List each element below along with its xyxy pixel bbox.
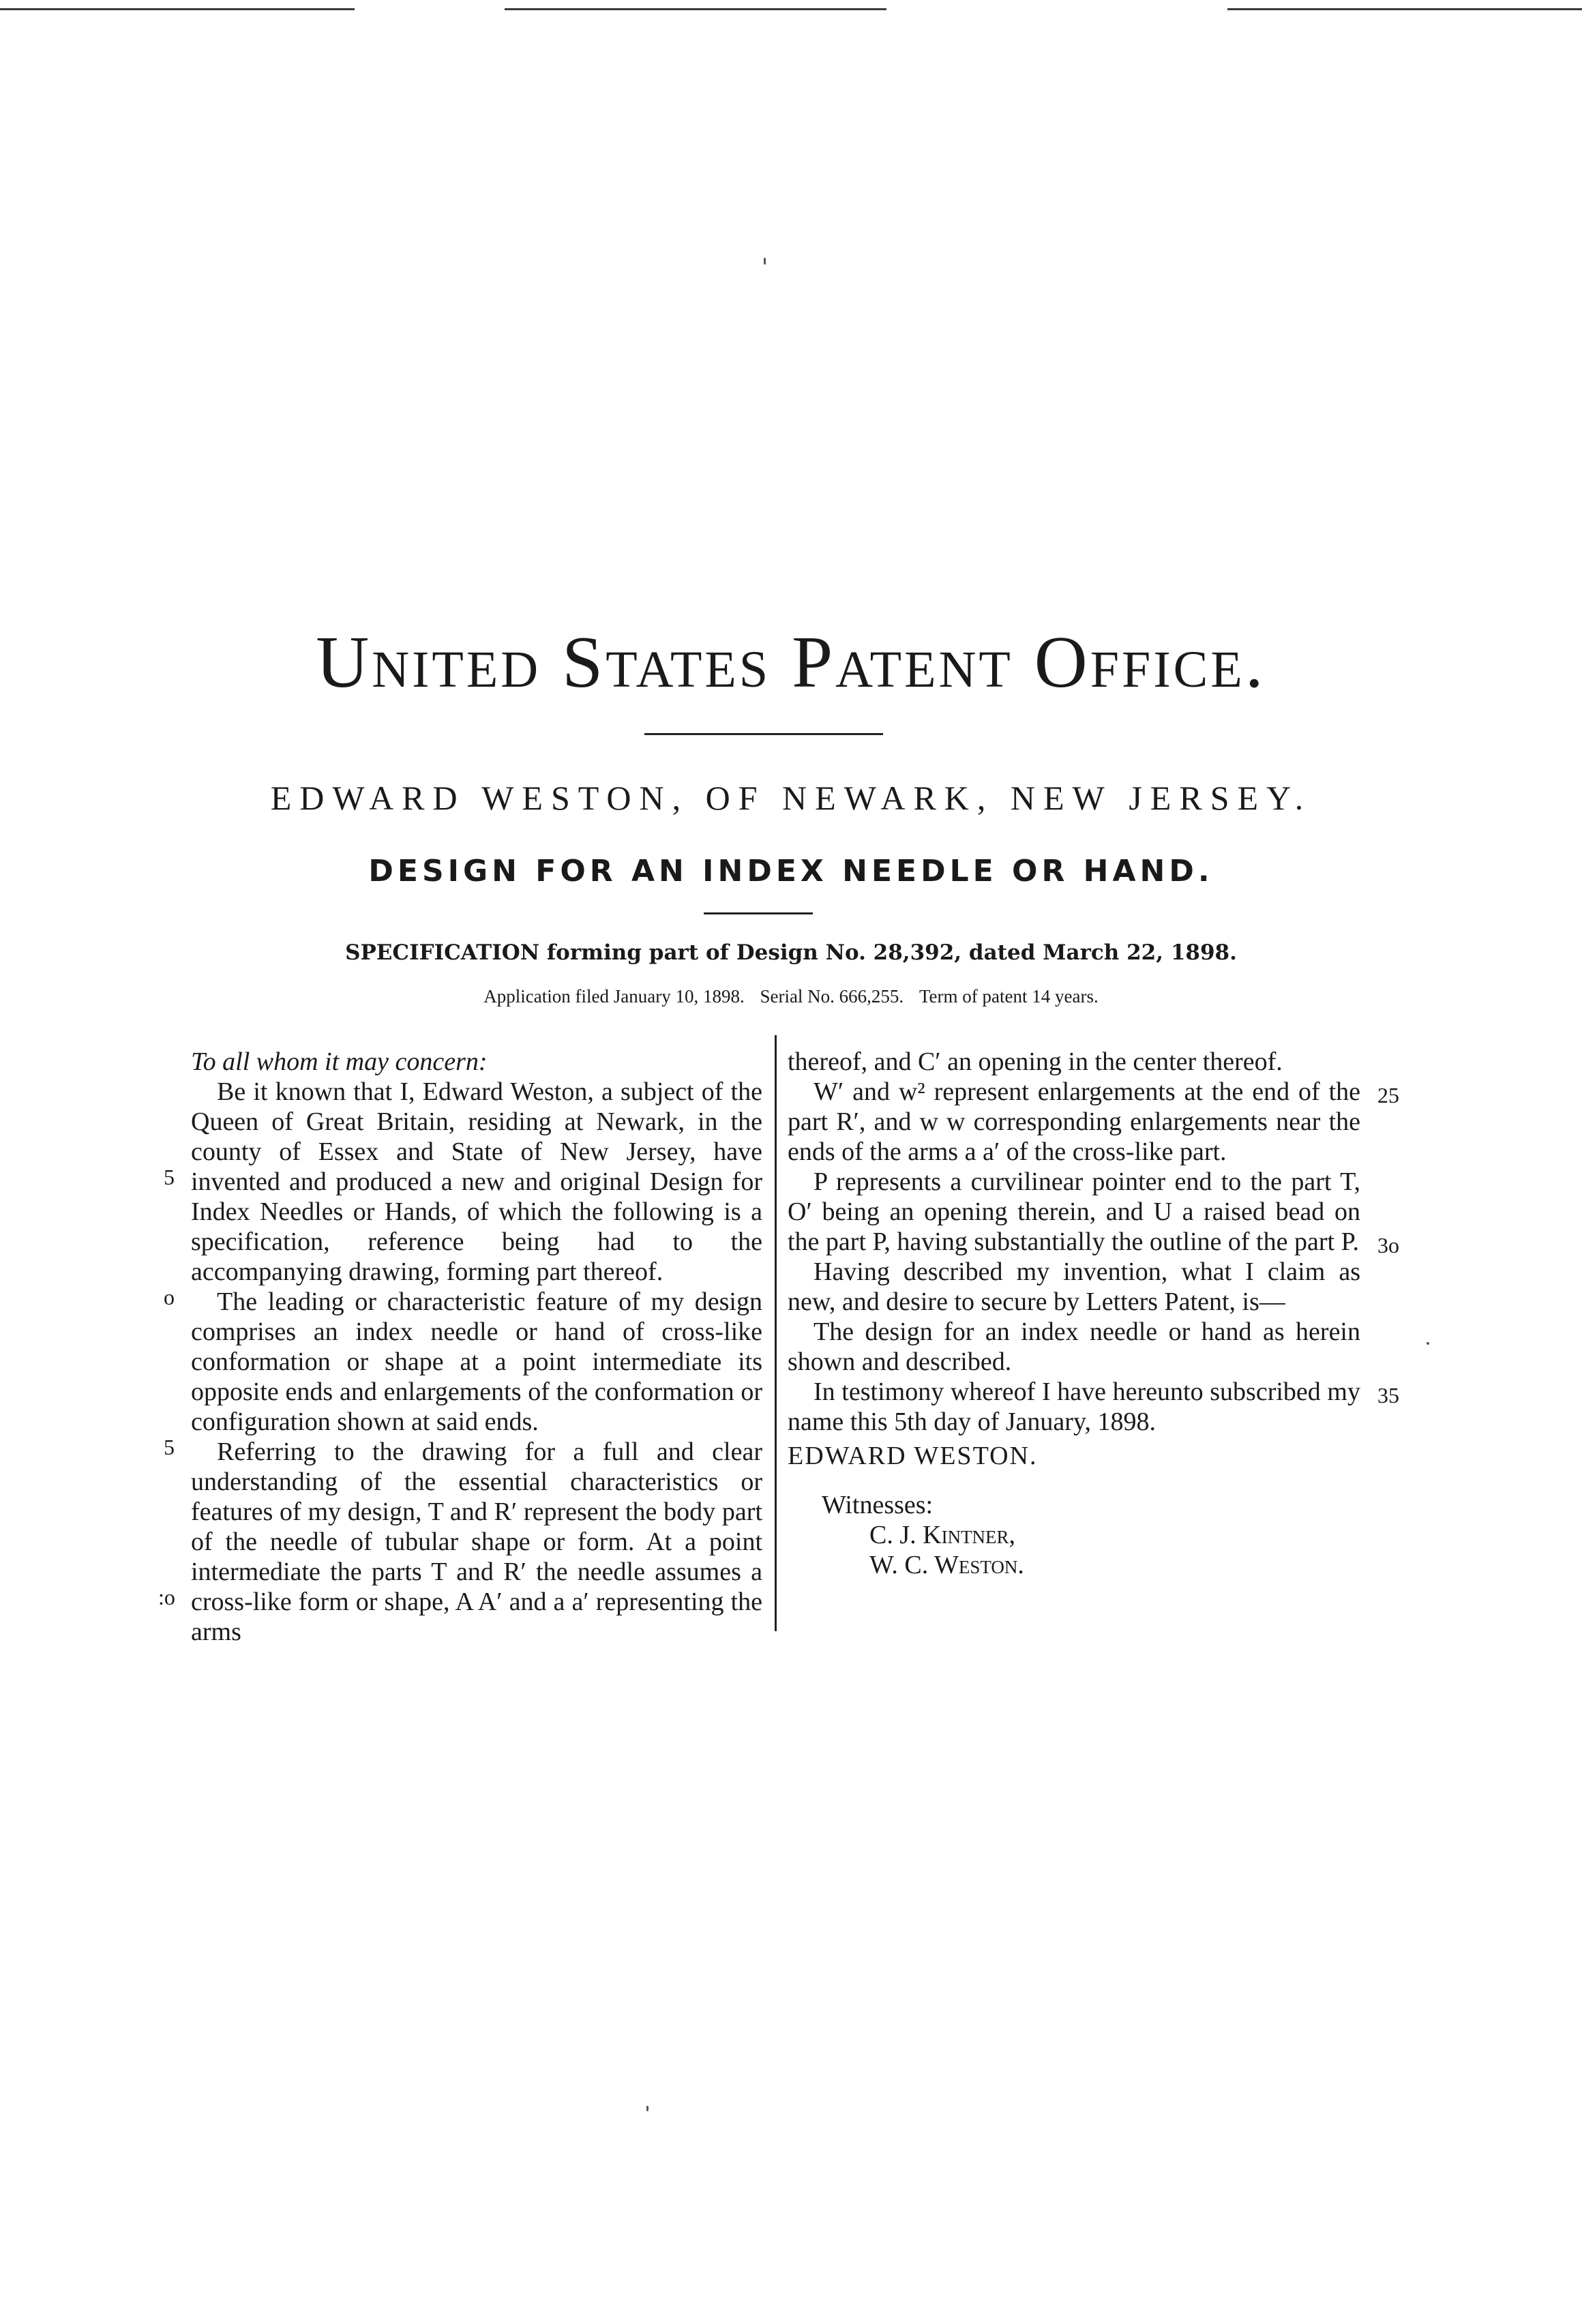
scan-edge-rule: [1227, 8, 1582, 10]
signature: EDWARD WESTON.: [788, 1442, 1038, 1470]
scan-edge-rule: [0, 8, 355, 10]
testimony: In testimony whereof I have hereunto subscribed my name this 5th day of January, 1898.: [788, 1377, 1360, 1436]
patent-term: Term of patent 14 years.: [919, 986, 1099, 1007]
application-line: [0, 987, 1582, 1006]
line-number: 25: [1377, 1083, 1399, 1107]
paragraph: Having described my invention, what I claim as new, and desire to secure by Letters Patent, is—: [788, 1257, 1360, 1316]
line-number: 3o: [1377, 1233, 1399, 1257]
line-number: 5: [164, 1165, 175, 1189]
witness-name: C. J. Kintner,: [869, 1521, 1016, 1549]
paragraph: thereof, and C′ an opening in the center thereof.: [788, 1047, 1283, 1076]
line-number: 35: [1377, 1383, 1399, 1407]
paragraph: Referring to the drawing for a full and clear understanding of the essential characteristics or features of my design, T and R′ represent the body part of the needle of tubular shape or form. At a point intermediate the parts T and R′ the needle assumes a cross-like form or shape, A A′ and a a′ representing the arms: [191, 1437, 762, 1646]
claim: The design for an index needle or hand as herein shown and described.: [788, 1317, 1360, 1376]
design-title: DESIGN FOR AN INDEX NEEDLE OR HAND.: [368, 854, 1214, 889]
scan-speck: [764, 258, 766, 265]
column-divider: [775, 1035, 777, 1631]
line-number: :o: [158, 1585, 175, 1609]
paragraph: Be it known that I, Edward Weston, a subject of the Queen of Great Britain, residing at Newark, in the county of Essex and State of New Jersey, have invented and produced a new and original Design for Index Needles or Hands, of which the following is a specification, reference being had to the accompanying drawing, forming part thereof.: [191, 1077, 762, 1286]
paragraph: P represents a curvilinear pointer end to the part T, O′ being an opening therein, and U a raised bead on the part P, having substantially the outline of the part P.: [788, 1167, 1360, 1256]
witnesses-label: Witnesses:: [822, 1491, 934, 1519]
application-filed: Application filed January 10, 1898.: [483, 986, 745, 1007]
paragraph: W′ and w² represent enlargements at the end of the part R′, and w w corresponding enlargements near the ends of the arms a a′ of the cross-like part.: [788, 1077, 1360, 1166]
right-column: [788, 1047, 1360, 1580]
title-divider: [704, 912, 813, 914]
salutation: To all whom it may concern:: [191, 1047, 488, 1076]
serial-number: Serial No. 666,255.: [760, 986, 904, 1007]
left-column: [191, 1047, 762, 1647]
line-number: 5: [164, 1435, 175, 1459]
scan-speck: [646, 2106, 648, 2111]
witness-name: W. C. Weston.: [869, 1551, 1024, 1579]
line-number: o: [164, 1285, 175, 1309]
paragraph: The leading or characteristic feature of my design comprises an index needle or hand of cross-like conformation or shape at a point intermediate its opposite ends and enlargements of the conformation or configuration shown at said ends.: [191, 1287, 762, 1436]
office-heading: United States Patent Office.: [316, 622, 1266, 703]
heading-divider: [644, 733, 883, 735]
specification-line: SPECIFICATION forming part of Design No. 28,392, dated March 22, 1898.: [345, 940, 1237, 965]
scan-edge-rule: [505, 8, 886, 10]
scan-speck: [1427, 1342, 1429, 1345]
inventor-line: EDWARD WESTON, OF NEWARK, NEW JERSEY.: [270, 779, 1312, 817]
